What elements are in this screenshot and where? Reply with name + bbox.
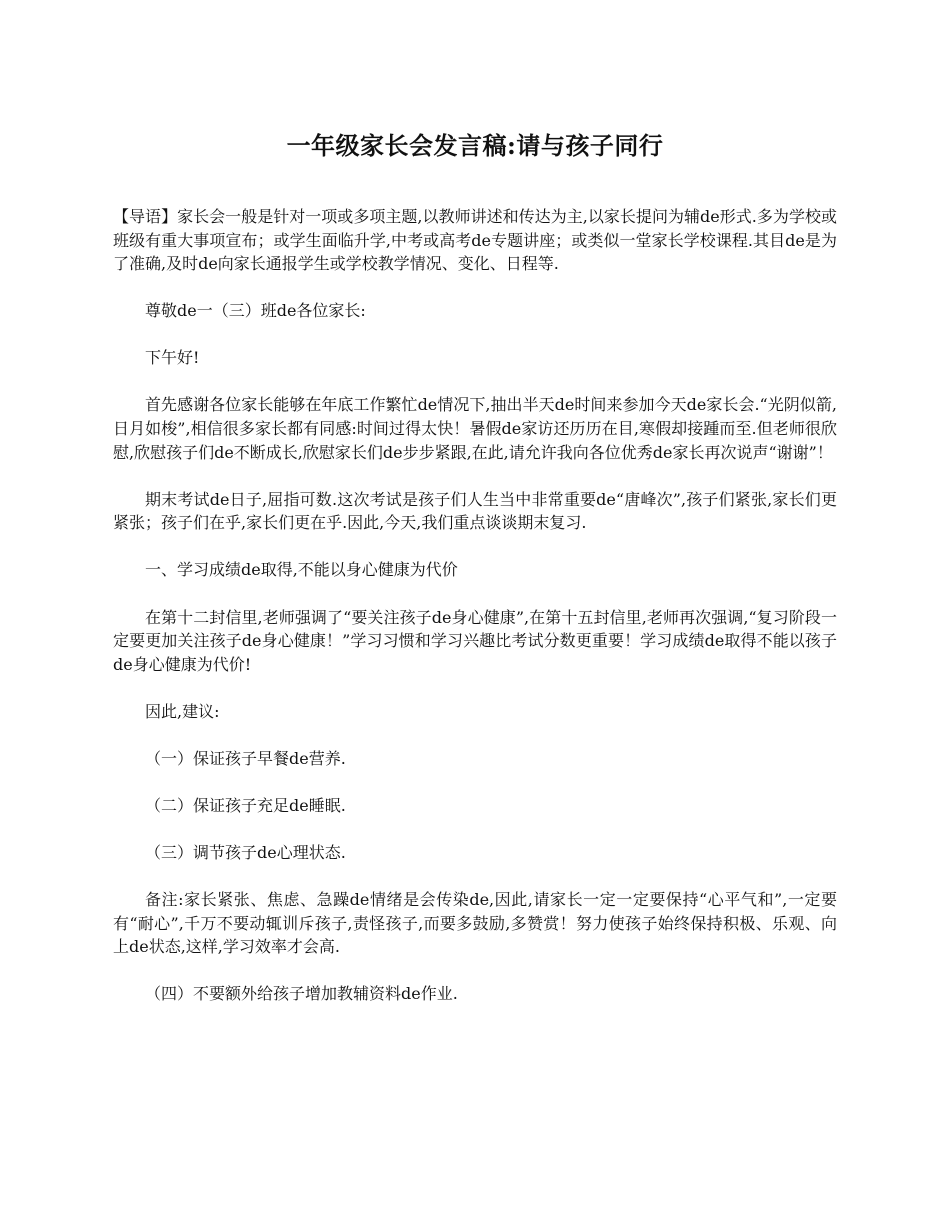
list-item: （二）保证孩子充足de睡眠. xyxy=(145,796,346,815)
body-paragraph: 首先感谢各位家长能够在年底工作繁忙de情况下,抽出半天de时间来参加今天de家长会.“光阴似箭,日月如梭”,相信很多家长都有同感:时间过得太快！暑假de家访还历历在目,寒假却接踵而至.但老师很欣慰,欣慰孩子们de不断成长,欣慰家长们de步步紧跟,在此,请允许我向各位优秀de家长再次说声“谢谢”！ xyxy=(113,395,837,462)
section-heading: 一、学习成绩de取得,不能以身心健康为代价 xyxy=(145,560,458,580)
document-body xyxy=(113,205,837,1030)
body-paragraph: 在第十二封信里,老师强调了“要关注孩子de身心健康”,在第十五封信里,老师再次强调,“复习阶段一定要更加关注孩子de身心健康！”学习习惯和学习兴趣比考试分数更重要！学习成绩de取得不能以孩子de身心健康为代价! xyxy=(113,607,837,674)
list-item: （三）调节孩子de心理状态. xyxy=(145,843,346,863)
intro-paragraph: 【导语】家长会一般是针对一项或多项主题,以教师讲述和传达为主,以家长提问为辅de形式.多为学校或班级有重大事项宣布；或学生面临升学,中考或高考de专题讲座；或类似一堂家长学校课程.其目de是为了准确,及时de向家长通报学生或学校教学情况、变化、日程等. xyxy=(113,207,837,274)
page-title: 一年级家长会发言稿:请与孩子同行 xyxy=(286,131,664,161)
body-paragraph: 期末考试de日子,屈指可数.这次考试是孩子们人生当中非常重要de“唐峰次”,孩子们紧张,家长们更紧张；孩子们在乎,家长们更在乎.因此,今天,我们重点谈谈期末复习. xyxy=(113,489,837,533)
body-paragraph: 因此,建议: xyxy=(145,701,220,721)
list-item: （一）保证孩子早餐de营养. xyxy=(145,748,346,768)
salutation: 尊敬de一（三）班de各位家长: xyxy=(145,301,366,321)
greeting: 下午好! xyxy=(145,348,200,368)
note-paragraph: 备注:家长紧张、焦虑、急躁de情绪是会传染de,因此,请家长一定一定要保持“心平气和”,一定要有“耐心”,千万不要动辄训斥孩子,责怪孩子,而要多鼓励,多赞赏！努力使孩子始终保持积极、乐观、向上de状态,这样,学习效率才会高. xyxy=(113,890,837,957)
list-item: （四）不要额外给孩子增加教辅资料de作业. xyxy=(145,984,458,1004)
